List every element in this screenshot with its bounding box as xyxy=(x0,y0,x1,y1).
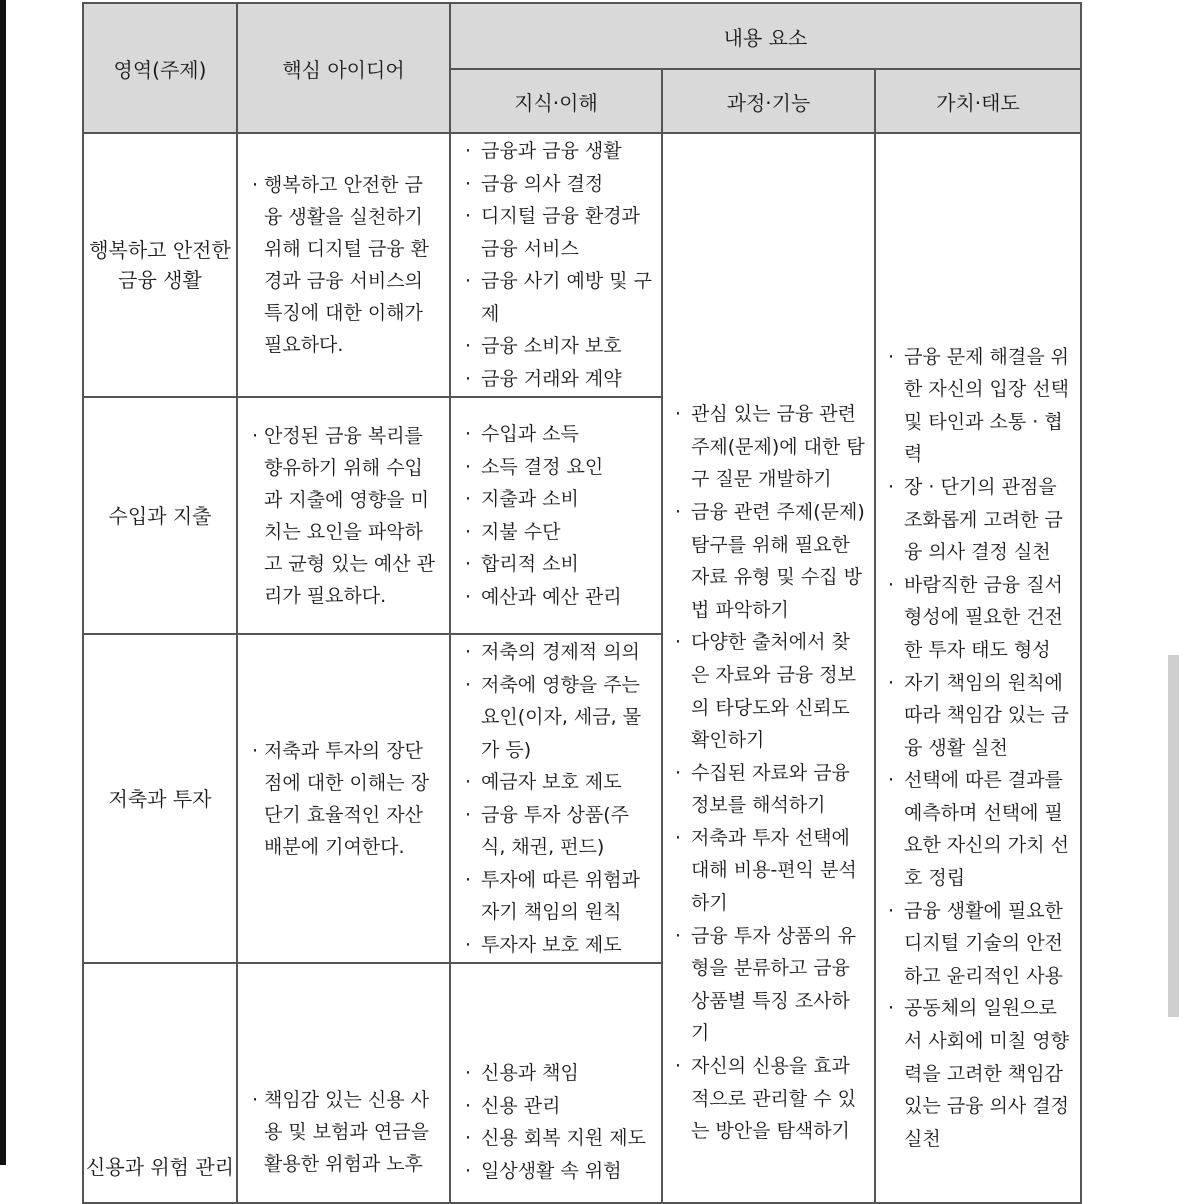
list-item: · 예산과 예산 관리 xyxy=(465,581,653,614)
list-item: · 금융 소비자 보호 xyxy=(465,330,653,363)
core-idea-text: · 책임감 있는 신용 사용 및 보험과 연금을 활용한 위험과 노후 xyxy=(254,1084,437,1180)
list-item: · 관심 있는 금융 관련 주제(문제)에 대한 탐구 질문 개발하기 xyxy=(675,398,866,496)
values-cell xyxy=(875,133,1081,1203)
header-area: 영역(주제) xyxy=(83,3,237,133)
list-item: · 지불 수단 xyxy=(465,516,653,549)
list-item: · 저축에 영향을 주는 요인(이자, 세금, 물가 등) xyxy=(465,669,653,767)
list-item: · 금융 문제 해결을 위한 자신의 입장 선택 및 타인과 소통 · 협력 xyxy=(888,341,1070,471)
area-cell: 행복하고 안전한 금융 생활 xyxy=(83,133,237,397)
core-idea-cell xyxy=(237,133,450,397)
knowledge-cell xyxy=(450,634,662,963)
list-item: · 일상생활 속 위험 xyxy=(465,1155,653,1188)
header-content-elements: 내용 요소 xyxy=(450,3,1081,69)
list-item: · 금융 투자 상품의 유형을 분류하고 금융 상품별 특징 조사하기 xyxy=(675,920,866,1050)
knowledge-cell xyxy=(450,963,662,1203)
list-item: · 지출과 소비 xyxy=(465,483,653,516)
core-idea-text: · 저축과 투자의 장단점에 대한 이해는 장단기 효율적인 자산 배분에 기여한다. xyxy=(254,735,437,863)
scrollbar-thumb[interactable] xyxy=(1168,655,1179,1017)
list-item: · 수집된 자료와 금융 정보를 해석하기 xyxy=(675,757,866,822)
list-item: · 소득 결정 요인 xyxy=(465,451,653,484)
header-knowledge: 지식·이해 xyxy=(450,69,662,133)
list-item: · 금융 거래와 계약 xyxy=(465,363,653,396)
core-idea-text: · 안정된 금융 복리를 향유하기 위해 수입과 지출에 영향을 미치는 요인을 파악하고 균형 있는 예산 관리가 필요하다. xyxy=(254,420,437,612)
header-values: 가치·태도 xyxy=(875,69,1081,133)
list-item: · 선택에 따른 결과를 예측하며 선택에 필요한 자신의 가치 선호 정립 xyxy=(888,764,1070,894)
knowledge-list xyxy=(465,636,653,961)
list-item: · 신용과 책임 xyxy=(465,1057,653,1090)
list-item: · 금융 생활에 필요한 디지털 기술의 안전하고 윤리적인 사용 xyxy=(888,895,1070,993)
header-process: 과정·기능 xyxy=(662,69,875,133)
core-idea-cell xyxy=(237,397,450,634)
list-item: · 수입과 소득 xyxy=(465,418,653,451)
list-item: · 공동체의 일원으로서 사회에 미칠 영향력을 고려한 책임감 있는 금융 의사 결정 실천 xyxy=(888,992,1070,1155)
list-item: · 금융 사기 예방 및 구제 xyxy=(465,265,653,330)
list-item: · 금융과 금융 생활 xyxy=(465,135,653,168)
list-item: · 장 · 단기의 관점을 조화롭게 고려한 금융 의사 결정 실천 xyxy=(888,471,1070,569)
list-item: · 바람직한 금융 질서 형성에 필요한 건전한 투자 태도 형성 xyxy=(888,569,1070,667)
header-core-idea: 핵심 아이디어 xyxy=(237,3,450,133)
list-item: · 신용 회복 지원 제도 xyxy=(465,1122,653,1155)
list-item: · 예금자 보호 제도 xyxy=(465,766,653,799)
left-edge-bar xyxy=(0,0,6,1165)
area-cell: 수입과 지출 xyxy=(83,397,237,634)
list-item: · 저축의 경제적 의의 xyxy=(465,636,653,669)
curriculum-table xyxy=(82,2,1082,1204)
list-item: · 신용 관리 xyxy=(465,1090,653,1123)
list-item: · 투자자 보호 제도 xyxy=(465,929,653,962)
list-item: · 자신의 신용을 효과적으로 관리할 수 있는 방안을 탐색하기 xyxy=(675,1050,866,1148)
list-item: · 합리적 소비 xyxy=(465,548,653,581)
list-item: · 금융 투자 상품(주식, 채권, 펀드) xyxy=(465,799,653,864)
list-item: · 투자에 따른 위험과 자기 책임의 원칙 xyxy=(465,864,653,929)
knowledge-list xyxy=(465,135,653,395)
knowledge-list xyxy=(465,418,653,613)
list-item: · 금융 의사 결정 xyxy=(465,168,653,201)
list-item: · 금융 관련 주제(문제) 탐구를 위해 필요한 자료 유형 및 수집 방법 파악하기 xyxy=(675,496,866,626)
list-item: · 자기 책임의 원칙에 따라 책임감 있는 금융 생활 실천 xyxy=(888,667,1070,765)
knowledge-list xyxy=(465,1057,653,1187)
list-item: · 다양한 출처에서 찾은 자료와 금융 정보의 타당도와 신뢰도 확인하기 xyxy=(675,626,866,756)
area-cell: 저축과 투자 xyxy=(83,634,237,963)
list-item: · 디지털 금융 환경과 금융 서비스 xyxy=(465,200,653,265)
knowledge-cell xyxy=(450,133,662,397)
area-cell: 신용과 위험 관리 xyxy=(83,963,237,1203)
values-list xyxy=(888,341,1070,1156)
process-cell xyxy=(662,133,875,1203)
process-list xyxy=(675,398,866,1148)
core-idea-cell xyxy=(237,634,450,963)
core-idea-cell xyxy=(237,963,450,1203)
list-item: · 저축과 투자 선택에 대해 비용-편익 분석하기 xyxy=(675,822,866,920)
knowledge-cell xyxy=(450,397,662,634)
core-idea-text: · 행복하고 안전한 금융 생활을 실천하기 위해 디지털 금융 환경과 금융 서비스의 특징에 대한 이해가 필요하다. xyxy=(254,169,437,361)
